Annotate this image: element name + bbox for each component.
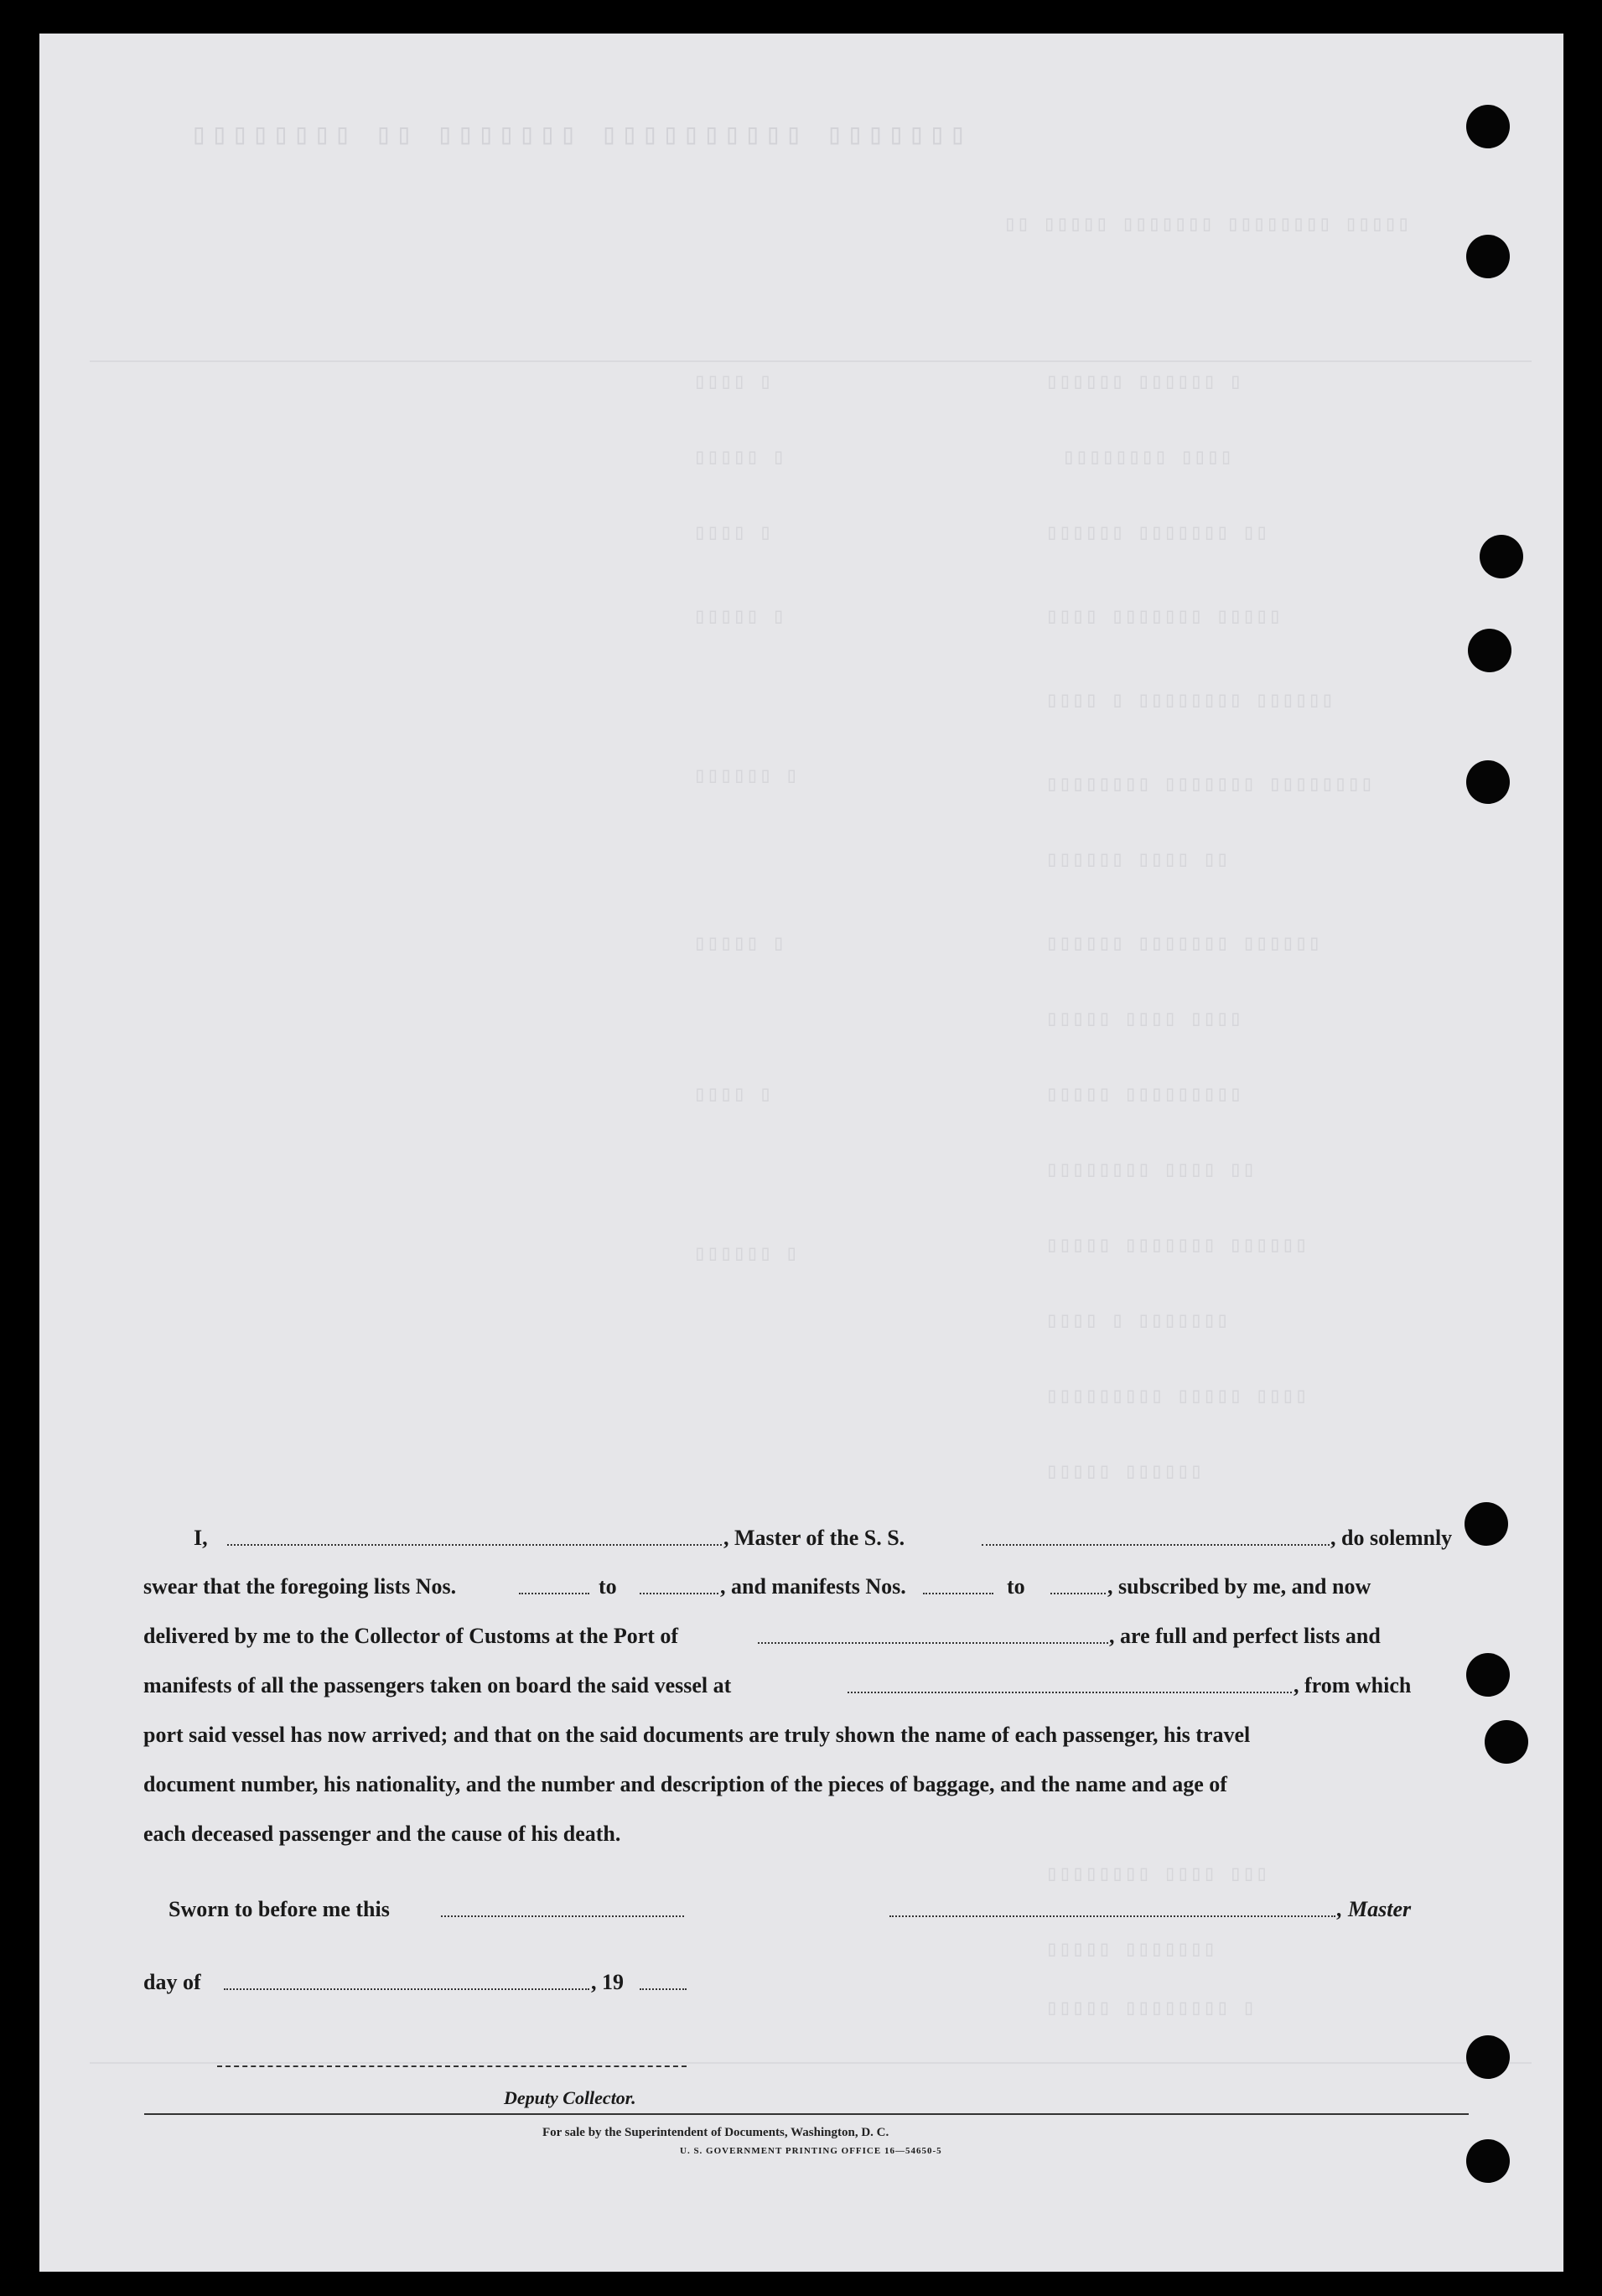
punch-hole <box>1468 629 1511 672</box>
sworn-label: Sworn to before me this <box>168 1897 390 1921</box>
deputy-collector-signature-field[interactable] <box>217 2047 687 2067</box>
year-field[interactable] <box>640 1970 687 1990</box>
punch-hole <box>1466 235 1510 278</box>
punch-hole <box>1465 1502 1508 1546</box>
master-label: , Master <box>1337 1897 1412 1921</box>
manifest-from-field[interactable] <box>923 1574 993 1594</box>
deputy-signature-line <box>143 2047 1466 2081</box>
master-signature-field[interactable] <box>889 1897 1335 1917</box>
oath-line-1-c: , do solemnly <box>1330 1526 1453 1550</box>
port-of-departure-field[interactable] <box>848 1673 1292 1693</box>
punch-hole <box>1466 2139 1510 2183</box>
oath-line-2-c: , and manifests Nos. <box>720 1574 906 1599</box>
deputy-collector-label: Deputy Collector. <box>504 2087 636 2108</box>
document-page: ▯▯▯▯▯▯▯▯ ▯▯ ▯▯▯▯▯▯▯ ▯▯▯▯▯▯▯▯▯▯ ▯▯▯▯▯▯▯ ▯▯ ▯▯▯▯▯ ▯▯▯▯▯▯▯ ▯▯▯▯▯▯▯▯ ▯▯▯▯▯ ▯▯▯▯▯▯ ▯▯▯▯▯▯ ▯ ▯▯▯▯▯▯▯▯ ▯▯▯▯ ▯▯▯▯▯▯ ▯▯▯▯▯▯▯ ▯▯ ▯▯▯▯ ▯▯▯▯▯▯▯ ▯▯▯▯▯ ▯▯▯▯ ▯ ▯▯▯▯▯▯▯▯ ▯▯▯▯▯▯ ▯▯▯▯▯▯▯▯ ▯▯▯▯▯▯▯ ▯▯▯▯▯▯▯▯ ▯▯▯▯▯▯ ▯▯▯▯ ▯▯ ▯▯▯▯▯▯ ▯▯▯▯▯▯▯ ▯▯▯▯▯▯ ▯▯▯▯▯ ▯▯▯▯ ▯▯▯▯ ▯▯▯▯▯ ▯▯▯▯▯▯▯▯▯ ▯▯▯▯▯▯▯▯ ▯▯▯▯ ▯▯ ▯▯▯▯▯ ▯▯▯▯▯▯▯ ▯▯▯▯▯▯ ▯▯▯▯ ▯ ▯▯▯▯▯▯▯ ▯▯▯▯▯▯▯▯▯ ▯▯▯▯▯ ▯▯▯▯ ▯▯▯▯▯ ▯▯▯▯▯▯ ▯▯▯▯ ▯ ▯▯▯▯▯ ▯ ▯▯▯▯ ▯ ▯▯▯▯▯ ▯ ▯▯▯▯▯▯ ▯ ▯▯▯▯▯ ▯ ▯▯▯▯ ▯ ▯▯▯▯▯▯ ▯ ▯▯▯▯▯▯▯▯ ▯▯▯▯ ▯▯▯ ▯▯▯▯▯ ▯▯▯▯▯▯▯ ▯▯▯▯▯ ▯▯▯▯▯▯▯▯ ▯ I, , Master of the S. S. , do solemnly swear that the foregoing lists Nos. to , and manifests Nos. to , subscribed by me, and now delivered by me to the Collector of Customs at the Port of , are full and perfect lists and manifests of all the passengers taken on board the said vessel at , from which port said vessel has now arrived; and that on the said documents are truly shown the name of each passenger, his travel document number, his nationality, and the number and description of the pieces of baggage, and the name and age of each deceased passenger and the cause of his death. Sworn to before me this , Master day of , 19 Deputy Collector. U. S. GOVERNMENT PRINTING OFFICE 16—54650-5 For sale by the Superintendent of Documents, Washington, D. C. <box>39 34 1563 2272</box>
oath-line-5 <box>143 1723 1466 1756</box>
oath-line-2-d: to <box>1007 1574 1025 1599</box>
footer-text: For sale by the Superintendent of Documents, Washington, D. C. <box>542 2126 889 2139</box>
day-of-label: day of <box>143 1970 201 1994</box>
punch-hole <box>1466 760 1510 804</box>
oath-line-3 <box>143 1624 1466 1657</box>
printing-office-row <box>143 2146 1466 2179</box>
oath-line-7-text: each deceased passenger and the cause of his death. <box>143 1822 621 1846</box>
punch-hole <box>1480 535 1523 578</box>
punch-hole <box>1466 2035 1510 2079</box>
oath-line-2-b: to <box>599 1574 617 1599</box>
oath-line-6 <box>143 1772 1466 1806</box>
date-line <box>143 1970 1466 2003</box>
oath-line-4 <box>143 1673 1466 1707</box>
oath-line-6-text: document number, his nationality, and the number and description of the pieces of baggage, and the name and age of <box>143 1772 1227 1796</box>
oath-line-1 <box>143 1526 1466 1559</box>
oath-line-7 <box>143 1822 1466 1855</box>
punch-hole <box>1466 105 1510 148</box>
manifest-to-field[interactable] <box>1050 1574 1106 1594</box>
printing-office-text: U. S. GOVERNMENT PRINTING OFFICE 16—54650-5 <box>680 2146 942 2156</box>
master-name-field[interactable] <box>227 1526 722 1546</box>
sworn-date-field[interactable] <box>441 1897 684 1917</box>
oath-line-2 <box>143 1574 1466 1608</box>
oath-line-1-a: I, <box>194 1526 208 1550</box>
list-from-field[interactable] <box>519 1574 589 1594</box>
oath-line-3-a: delivered by me to the Collector of Customs at the Port of <box>143 1624 679 1648</box>
oath-line-3-b: , are full and perfect lists and <box>1109 1624 1381 1648</box>
oath-line-1-b: , Master of the S. S. <box>723 1526 905 1550</box>
oath-line-4-b: , from which <box>1294 1673 1412 1697</box>
port-of-arrival-field[interactable] <box>758 1624 1108 1644</box>
year-label: , 19 <box>591 1970 624 1994</box>
oath-line-2-e: , subscribed by me, and now <box>1107 1574 1371 1599</box>
oath-line-4-a: manifests of all the passengers taken on board the said vessel at <box>143 1673 732 1697</box>
punch-hole <box>1485 1720 1528 1764</box>
sworn-line <box>143 1897 1466 1931</box>
oath-line-5-text: port said vessel has now arrived; and that on the said documents are truly shown the name of each passenger, his travel <box>143 1723 1251 1747</box>
vessel-name-field[interactable] <box>982 1526 1330 1546</box>
month-field[interactable] <box>224 1970 589 1990</box>
deputy-label-row <box>143 2087 1466 2121</box>
oath-line-2-a: swear that the foregoing lists Nos. <box>143 1574 457 1599</box>
punch-hole <box>1466 1653 1510 1697</box>
list-to-field[interactable] <box>640 1574 718 1594</box>
footer-rule <box>144 2113 1469 2115</box>
